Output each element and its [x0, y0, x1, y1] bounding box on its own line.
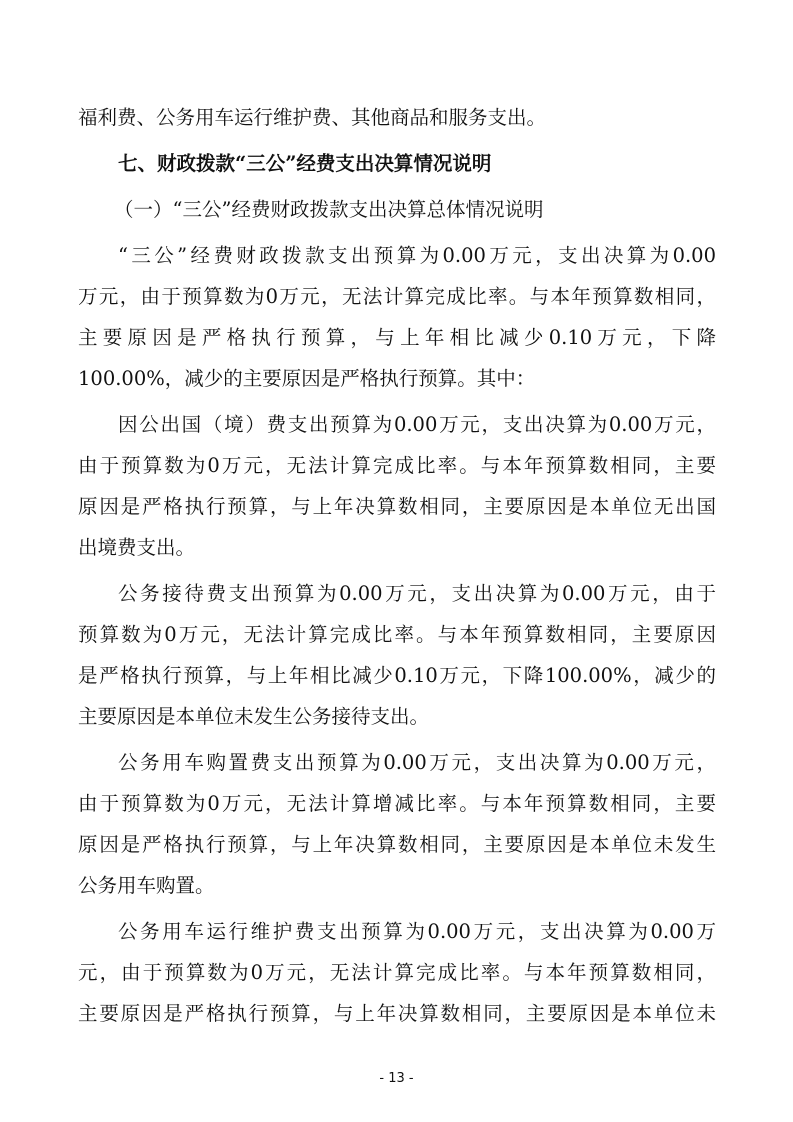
- paragraph: [78, 577, 716, 741]
- text-line: 公务接待费支出预算为0.00万元，支出决算为0.00万元，由于: [118, 582, 716, 605]
- text-line: 公务用车购置费支出预算为0.00万元，支出决算为0.00万元，: [118, 751, 716, 774]
- text-line: 因公出国（境）费支出预算为0.00万元，支出决算为0.00万元，: [118, 413, 716, 436]
- text-line: 由于预算数为0万元，无法计算完成比率。与本年预算数相同，主要: [78, 454, 716, 477]
- text-line: 七、财政拨款“三公”经费支出决算情况说明: [118, 152, 492, 175]
- text-line: 主要原因是严格执行预算，与上年相比减少0.10万元，下降: [78, 326, 716, 349]
- text-line: 原因是严格执行预算，与上年决算数相同，主要原因是本单位无出国: [78, 495, 716, 518]
- text-line: 公务用车购置。: [78, 874, 215, 897]
- text-line: “三公”经费财政拨款支出预算为0.00万元，支出决算为0.00: [118, 244, 716, 267]
- text-line: 主要原因是本单位未发生公务接待支出。: [78, 705, 430, 728]
- subsection-heading: [78, 193, 716, 234]
- text-line: 主要原因是严格执行预算，与上年决算数相同，主要原因是本单位未: [78, 1002, 716, 1025]
- paragraph: [78, 746, 716, 910]
- text-line: 万元，由于预算数为0万元，无法计算完成比率。与本年预算数相同，: [78, 285, 716, 308]
- page-number: - 13 -: [379, 1071, 414, 1086]
- text-line: 福利费、公务用车运行维护费、其他商品和服务支出。: [78, 106, 547, 129]
- text-line: 由于预算数为0万元，无法计算增减比率。与本年预算数相同，主要: [78, 792, 716, 815]
- text-line: 元，由于预算数为0万元，无法计算完成比率。与本年预算数相同，: [78, 961, 716, 984]
- section-heading: [78, 147, 716, 188]
- text-line: 是严格执行预算，与上年相比减少0.10万元，下降100.00%，减少的: [78, 664, 716, 687]
- paragraph: [78, 408, 716, 572]
- text-line: 出境费支出。: [78, 536, 196, 559]
- text-line: 公务用车运行维护费支出预算为0.00万元，支出决算为0.00万: [118, 920, 716, 943]
- paragraph: [78, 915, 716, 1038]
- paragraph: [78, 101, 716, 142]
- text-line: （一）“三公”经费财政拨款支出决算总体情况说明: [114, 198, 544, 221]
- text-line: 预算数为0万元，无法计算完成比率。与本年预算数相同，主要原因: [78, 623, 716, 646]
- paragraph: [78, 239, 716, 403]
- text-line: 100.00%，减少的主要原因是严格执行预算。其中：: [78, 367, 536, 390]
- text-line: 原因是严格执行预算，与上年决算数相同，主要原因是本单位未发生: [78, 833, 716, 856]
- document-body: [78, 101, 716, 1043]
